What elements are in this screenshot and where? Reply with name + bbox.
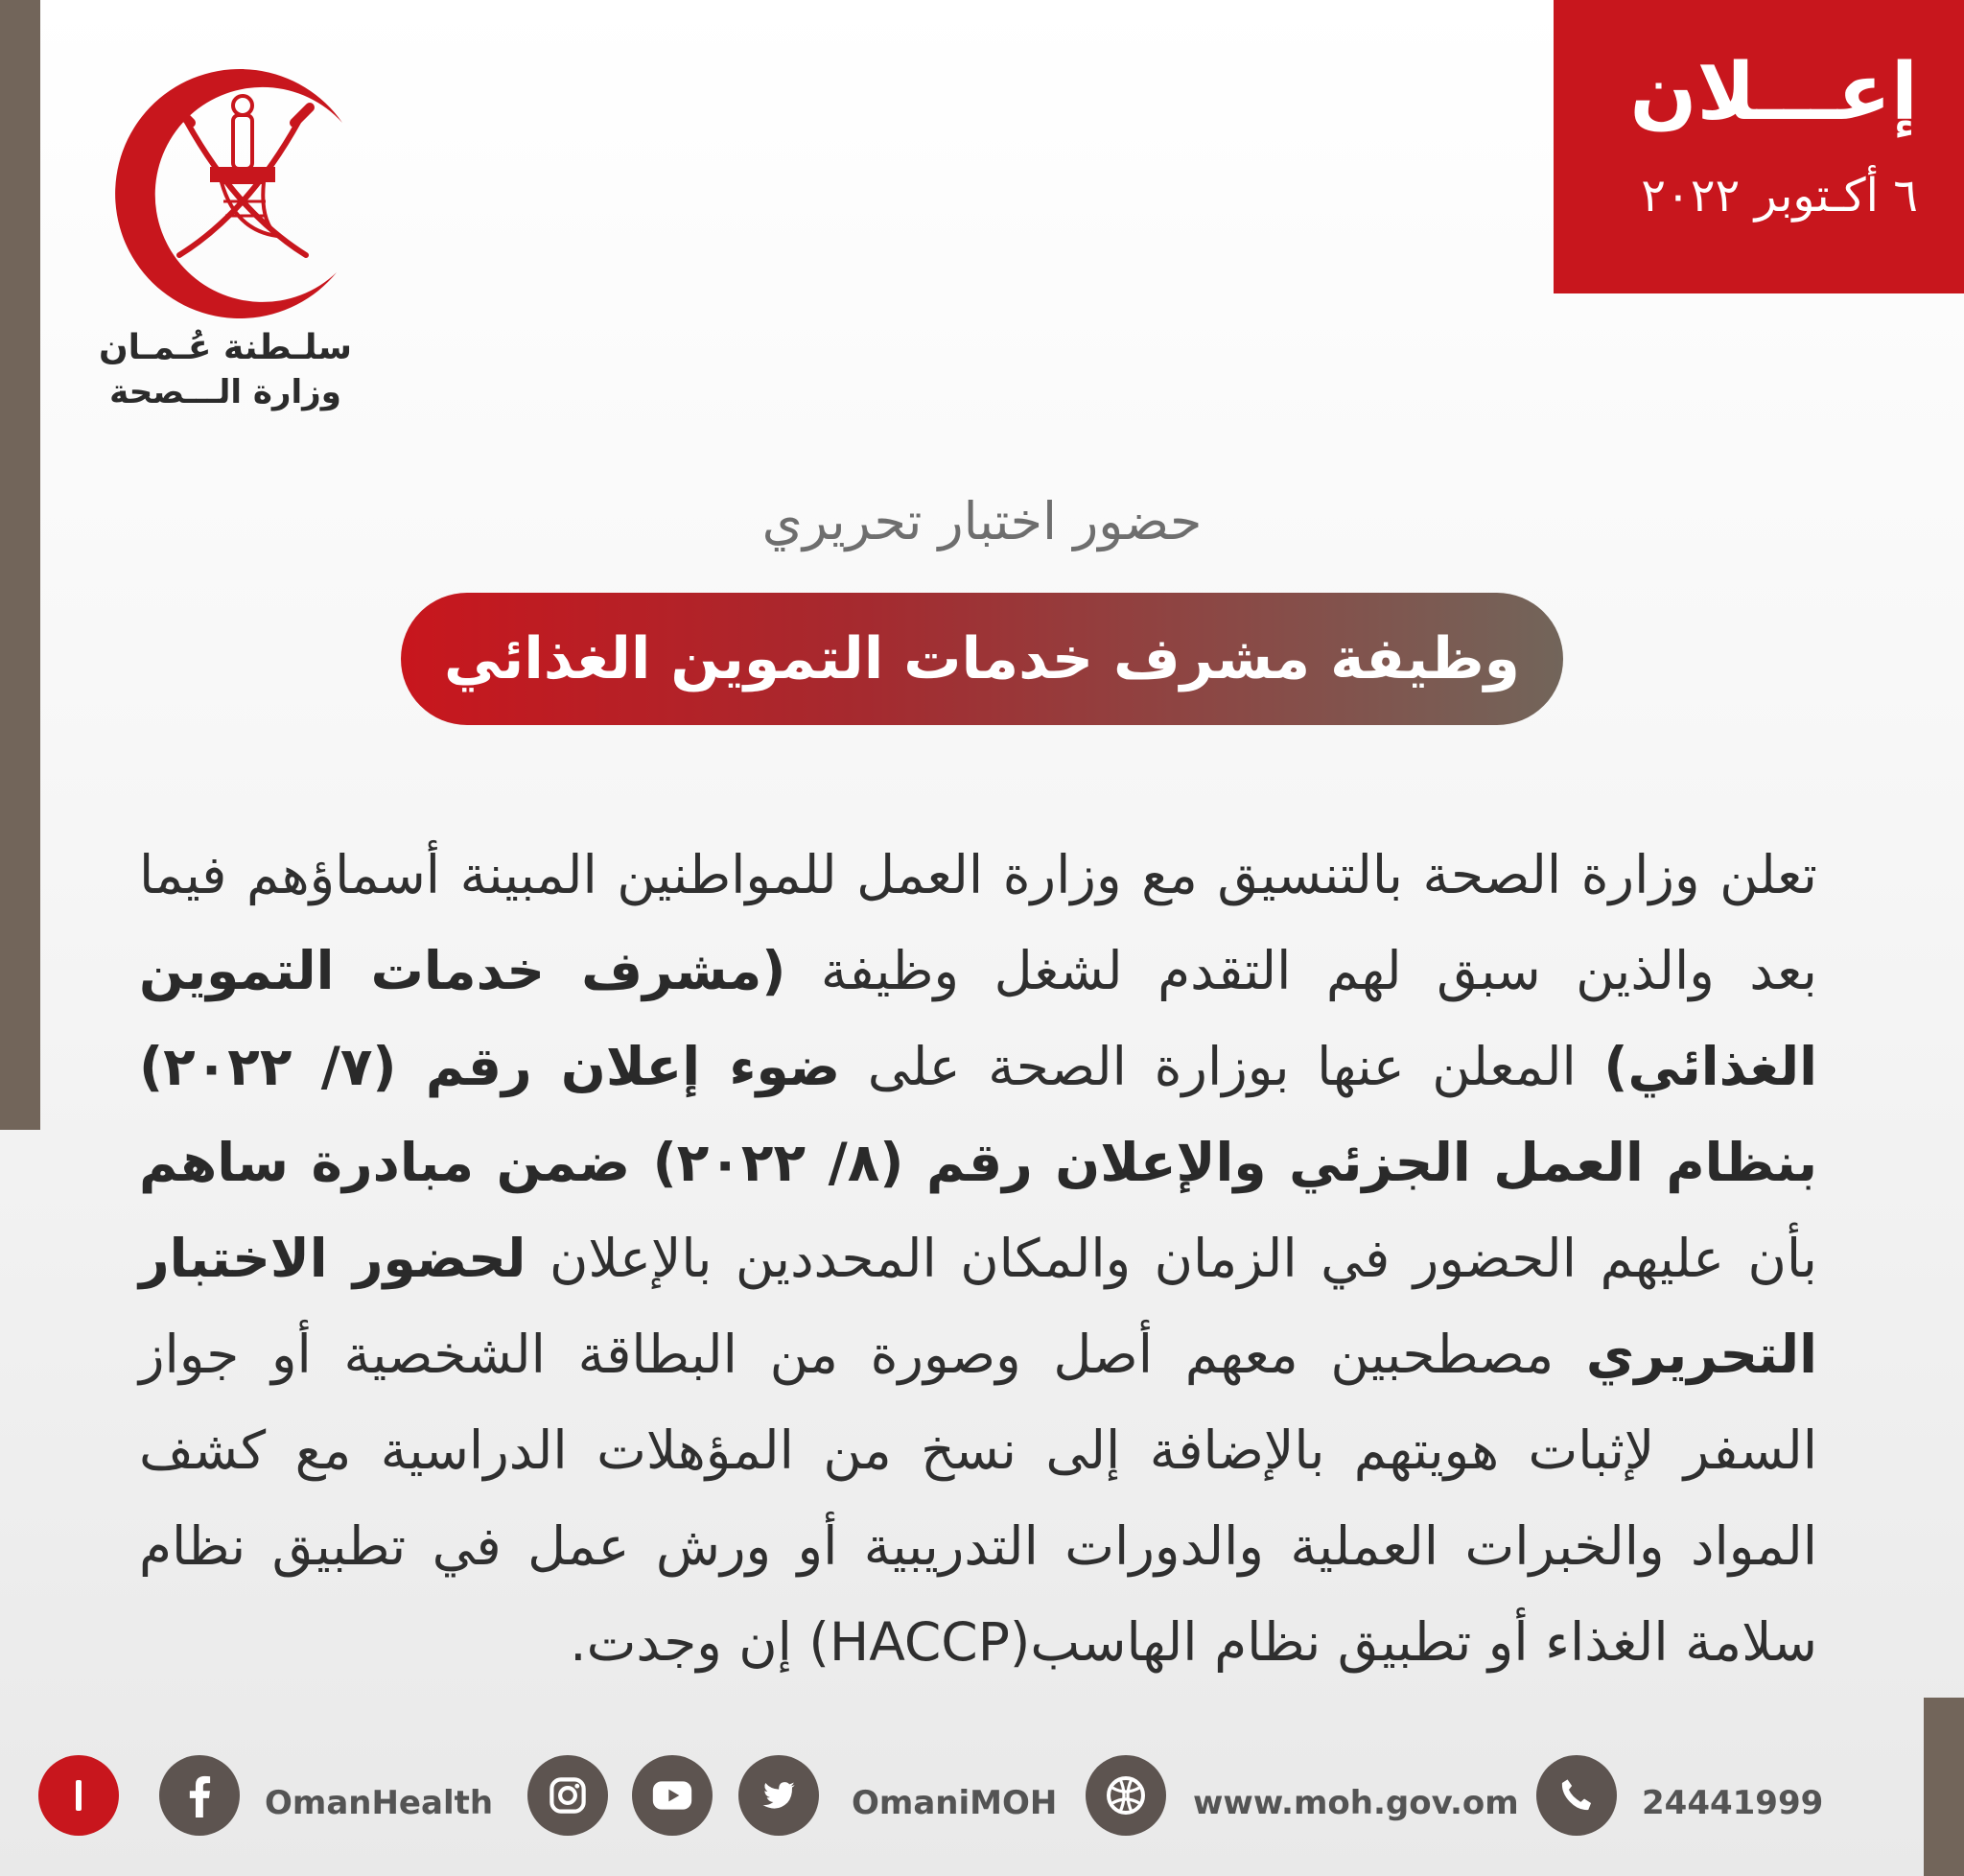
instagram-icon[interactable] <box>527 1755 608 1836</box>
body-part-2: المعلن عنها بوزارة الصحة على <box>840 1036 1604 1097</box>
page-marker-icon <box>38 1755 119 1836</box>
facebook-icon[interactable] <box>159 1755 240 1836</box>
body-bold-2: ضوء إعلان رقم (٧/ ٢٠٢٢) بنظام العمل الجزئي والإعلان رقم (٨/ ٢٠٢٢) ضمن مبادرة ساهم <box>139 1036 1817 1193</box>
web-icon[interactable] <box>1086 1755 1166 1836</box>
body-part-4: مصطحبين معهم أصل وصورة من البطاقة الشخصية أو جواز السفر لإثبات هويتهم بالإضافة إلى نسخ من المؤهلات الدراسية مع كشف المواد والخبرات العملية والدورات التدريبية أو ورش عمل في تطبيق نظام سلامة الغذاء أو تطبيق نظام الهاسب(HACCP) إن وجدت. <box>139 1324 1817 1673</box>
facebook-handle[interactable]: OmanHealth <box>265 1784 494 1822</box>
body-bold-1: (مشرف خدمات التموين الغذائي) <box>139 940 1817 1097</box>
twitter-icon[interactable] <box>738 1755 819 1836</box>
ministry-name <box>67 326 384 414</box>
job-title-text: وظيفة مشرف خدمات التموين الغذائي <box>444 625 1520 692</box>
ministry-crescent-emblem-icon <box>91 67 379 326</box>
body-part-3: بأن عليهم الحضور في الزمان والمكان المحددين بالإعلان <box>526 1228 1817 1289</box>
announcement-body <box>139 827 1817 1690</box>
left-accent-bar <box>0 0 40 1130</box>
job-title-banner <box>401 593 1563 725</box>
sultanate-oman-text: سلـطنة عُـمـان <box>98 328 353 367</box>
announcement-date: ٦ أكـتوبر ٢٠٢٢ <box>1641 169 1918 223</box>
body-bold-3: لحضور الاختبار التحريري <box>139 1228 1817 1385</box>
contact-footer <box>0 1755 1964 1851</box>
announcement-box <box>1554 0 1964 293</box>
announcement-title: إعـــلان <box>1629 47 1918 138</box>
website-link[interactable]: www.moh.gov.om <box>1193 1784 1519 1822</box>
social-handle[interactable]: OmaniMOH <box>852 1784 1058 1822</box>
page-subtitle: حضور اختبار تحريري <box>761 491 1203 551</box>
youtube-icon[interactable] <box>632 1755 713 1836</box>
phone-number[interactable]: 24441999 <box>1642 1784 1824 1822</box>
body-part-1: تعلن وزارة الصحة بالتنسيق مع وزارة العمل للمواطنين المبينة أسماؤهم فيما بعد والذين سبق لهم التقدم لشغل وظيفة <box>139 844 1817 1001</box>
phone-icon[interactable] <box>1536 1755 1617 1836</box>
ministry-of-health-text: وزارة الـــصحة <box>109 373 341 411</box>
